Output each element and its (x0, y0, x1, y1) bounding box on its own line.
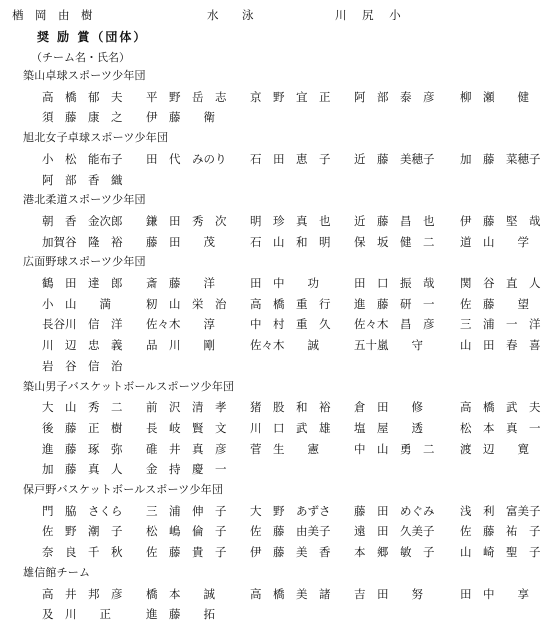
member-name: 猪 股 和 裕 (250, 400, 331, 415)
member-row (0, 170, 559, 190)
member-name: 品 川 剛 (146, 338, 215, 353)
member-name: 田 中 功 (250, 276, 319, 290)
member-row (0, 604, 559, 624)
member-name: 三 浦 伸 子 (146, 503, 227, 518)
member-name: 佐々木 誠 (250, 338, 319, 353)
member-name: 平 野 岳 志 (146, 89, 227, 104)
member-name: 近 藤 美穂子 (354, 151, 435, 166)
member-name: 進 藤 琢 弥 (42, 441, 123, 456)
member-name: 高 橋 郁 夫 (42, 89, 123, 104)
member-name: 佐 藤 貴 子 (146, 545, 227, 560)
member-name: 伊 藤 堅 哉 (460, 213, 541, 228)
member-name: 菅 生 憲 (250, 441, 319, 456)
entry-event: 水 泳 (207, 8, 260, 22)
member-name: 京 野 宜 正 (250, 89, 331, 104)
member-name: 吉 田 努 (354, 586, 423, 601)
member-name: 藤 田 めぐみ (354, 503, 435, 518)
member-row (0, 335, 559, 355)
member-name: 石 田 恵 子 (250, 151, 331, 166)
member-name: 遠 田 久美子 (354, 524, 435, 539)
member-name: 山 崎 聖 子 (460, 545, 541, 560)
team-name: 港北柔道スポーツ少年団 (23, 193, 146, 207)
member-name: 朝 香 金次郎 (42, 213, 123, 228)
member-name: 加 藤 真 人 (42, 462, 123, 477)
member-name: 斎 藤 洋 (146, 276, 215, 290)
member-name: 三 浦 一 洋 (460, 317, 541, 332)
member-name: 石 山 和 明 (250, 234, 331, 249)
member-name: 進 藤 研 一 (354, 296, 435, 311)
member-name: 中 村 重 久 (250, 317, 331, 332)
member-name: 長谷川 信 洋 (42, 317, 123, 332)
member-name: 岩 谷 信 治 (42, 358, 123, 373)
member-name: 渡 辺 寛 (460, 441, 529, 456)
team-name: 旭北女子卓球スポーツ少年団 (23, 131, 169, 145)
member-name: 田 代 みのり (146, 151, 227, 166)
member-name: 本 郷 敏 子 (354, 545, 435, 560)
column-subtitle: （チーム名・氏名） (31, 51, 130, 64)
member-name: 進 藤 拓 (146, 607, 215, 622)
member-name: 五十嵐 守 (354, 338, 423, 353)
member-row (0, 314, 559, 334)
member-name: 松 嶋 倫 子 (146, 524, 227, 539)
member-name: 高 井 邦 彦 (42, 586, 123, 601)
member-name: 佐々木 淳 (146, 317, 215, 332)
member-name: 浅 利 富美子 (460, 503, 541, 518)
team-name: 保戸野バスケットボールスポーツ少年団 (23, 483, 224, 496)
member-name: 大 山 秀 二 (42, 400, 123, 415)
member-row (0, 294, 559, 314)
member-row (0, 211, 559, 231)
member-name: 佐 野 潮 子 (42, 524, 123, 539)
member-name: 前 沢 清 孝 (146, 400, 227, 415)
member-row (0, 232, 559, 252)
member-name: 高 橋 美 諸 (250, 586, 331, 601)
member-row (0, 149, 559, 169)
member-name: 碓 井 真 彦 (146, 441, 227, 456)
member-name: 松 本 真 一 (460, 420, 541, 435)
member-name: 須 藤 康 之 (42, 110, 123, 125)
individual-entry (0, 5, 559, 25)
member-row (0, 459, 559, 479)
member-row (0, 501, 559, 521)
member-name: 籾 山 栄 治 (146, 296, 227, 311)
entry-name: 楢 岡 由 樹 (12, 8, 93, 22)
member-name: 及 川 正 (42, 607, 111, 622)
member-row (0, 584, 559, 604)
award-title: 奨 励 賞（団体） (37, 30, 148, 44)
member-name: 藤 田 茂 (146, 234, 215, 249)
member-name: 金 持 慶 一 (146, 462, 227, 477)
member-row (0, 521, 559, 541)
member-name: 小 山 満 (42, 296, 111, 311)
member-name: 小 松 能布子 (42, 151, 123, 166)
member-name: 佐々木 昌 彦 (354, 317, 435, 332)
member-name: 大 野 あずさ (250, 503, 331, 518)
member-name: 塩 屋 透 (354, 420, 423, 435)
member-name: 奈 良 千 秋 (42, 545, 123, 560)
member-name: 阿 部 香 織 (42, 172, 123, 187)
member-name: 高 橋 重 行 (250, 296, 331, 311)
member-row (0, 418, 559, 438)
team-name: 築山男子バスケットボールスポーツ少年団 (23, 379, 235, 393)
member-row (0, 542, 559, 562)
team-name: 広面野球スポーツ少年団 (23, 255, 146, 269)
member-name: 保 坂 健 二 (354, 234, 435, 249)
member-name: 鶴 田 達 郎 (42, 276, 123, 290)
member-name: 倉 田 修 (354, 400, 423, 415)
member-name: 伊 藤 衛 (146, 110, 215, 125)
member-name: 伊 藤 美 香 (250, 545, 331, 560)
team-name: 築山卓球スポーツ少年団 (23, 69, 146, 82)
member-name: 田 口 振 哉 (354, 276, 435, 290)
member-name: 田 中 享 (460, 586, 529, 601)
member-name: 後 藤 正 樹 (42, 420, 123, 435)
member-name: 川 口 武 雄 (250, 420, 331, 435)
member-name: 加賀谷 隆 裕 (42, 234, 123, 249)
member-name: 中 山 勇 二 (354, 441, 435, 456)
member-row (0, 356, 559, 376)
member-name: 高 橋 武 夫 (460, 400, 541, 415)
member-name: 明 珍 真 也 (250, 213, 331, 228)
member-name: 近 藤 昌 也 (354, 213, 435, 228)
member-row (0, 439, 559, 459)
member-name: 山 田 春 喜 (460, 338, 541, 353)
member-name: 門 脇 さくら (42, 503, 123, 518)
member-row (0, 273, 559, 293)
team-name: 雄信館チーム (23, 565, 91, 579)
member-row (0, 87, 559, 107)
member-name: 佐 藤 由美子 (250, 524, 331, 539)
member-name: 佐 藤 望 (460, 296, 529, 311)
member-name: 阿 部 泰 彦 (354, 89, 435, 104)
member-row (0, 107, 559, 127)
member-name: 柳 瀬 健 (460, 89, 529, 104)
member-name: 川 辺 忠 義 (42, 338, 123, 353)
entry-school: 川 尻 小 (335, 8, 407, 22)
member-row (0, 397, 559, 417)
member-name: 長 岐 賢 文 (146, 420, 227, 435)
member-name: 道 山 学 (460, 234, 529, 249)
member-name: 佐 藤 祐 子 (460, 524, 541, 539)
member-name: 鎌 田 秀 次 (146, 213, 227, 228)
member-name: 加 藤 菜穂子 (460, 151, 541, 166)
member-name: 橋 本 誠 (146, 586, 215, 601)
member-name: 関 谷 直 人 (460, 276, 541, 290)
